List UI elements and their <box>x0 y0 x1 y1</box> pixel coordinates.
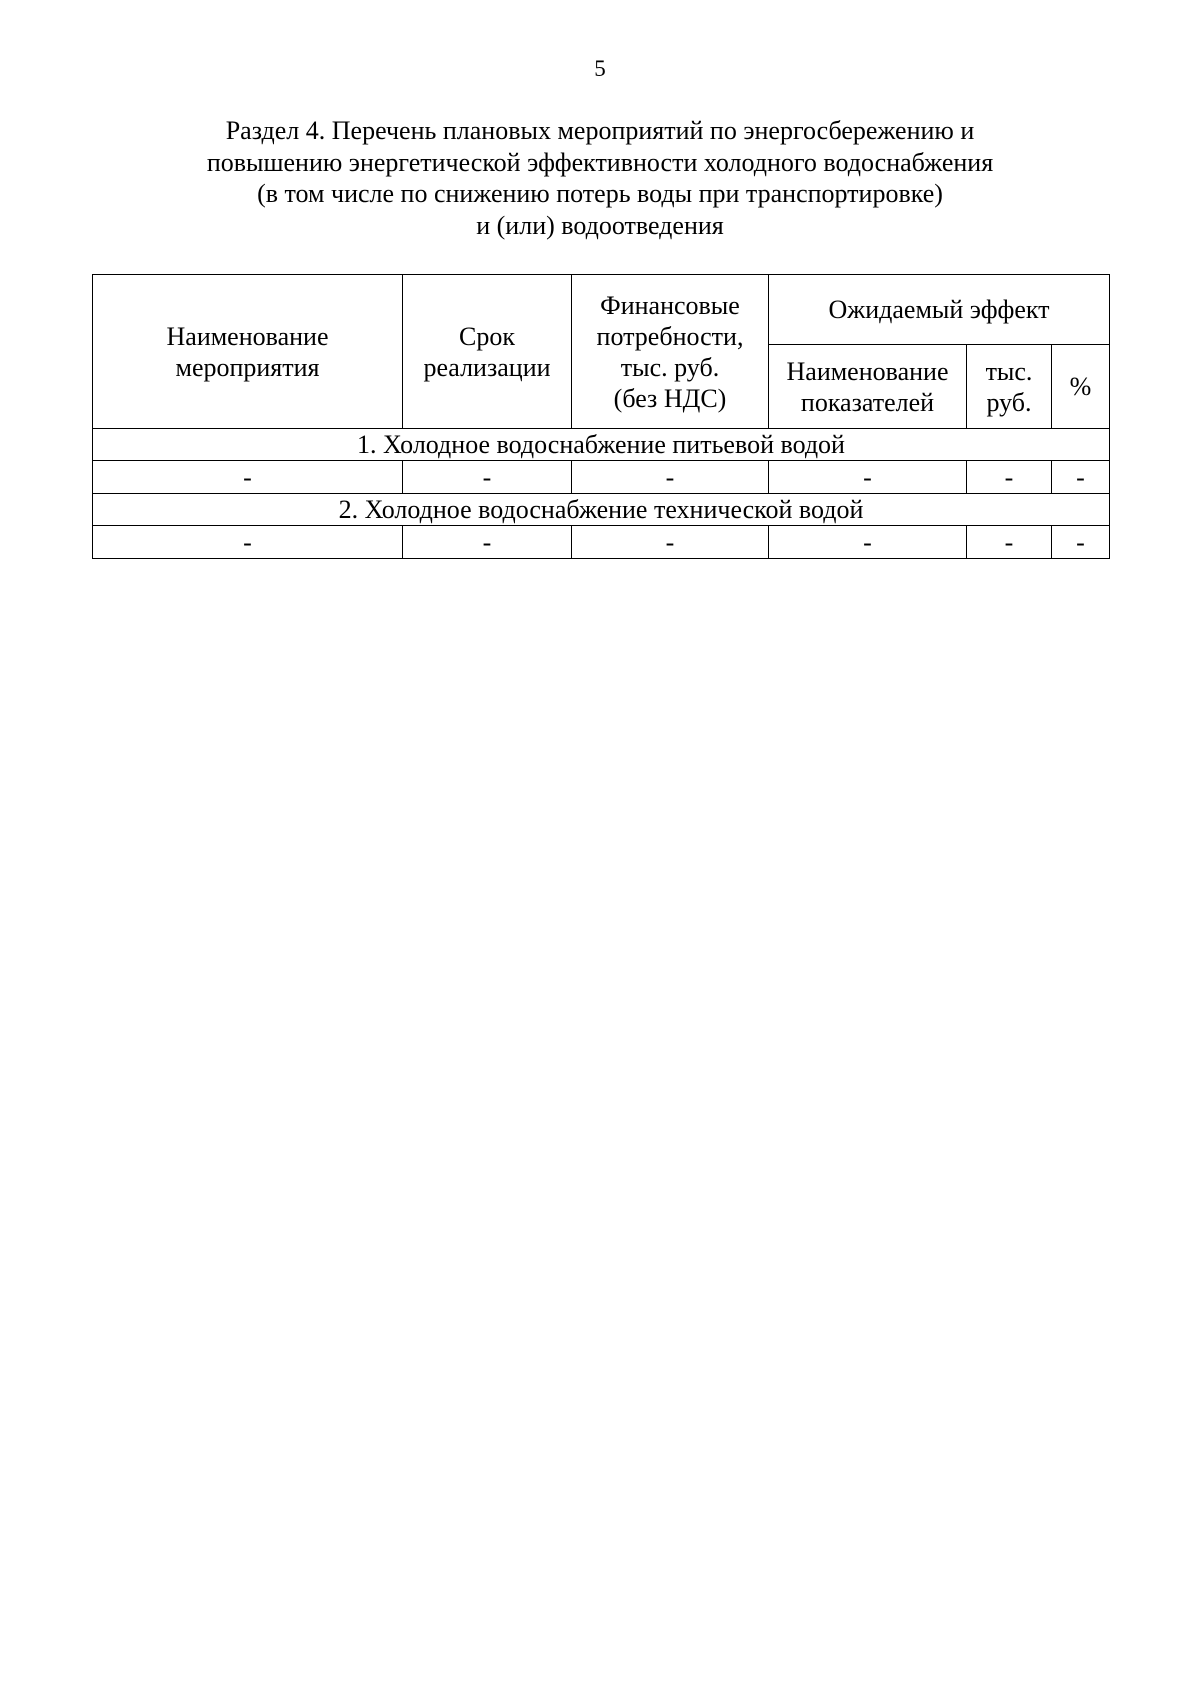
header-expected-effect: Ожидаемый эффект <box>769 275 1110 345</box>
section-title-line-4: и (или) водоотведения <box>476 210 724 240</box>
section-title-line-2: повышению энергетической эффективности холодного водоснабжения <box>206 147 994 177</box>
section-row-technical-water: 2. Холодное водоснабжение технической водой <box>93 494 1110 526</box>
page-number: 5 <box>594 56 606 81</box>
cell-indicator-name: - <box>769 526 967 559</box>
header-measure-name: Наименование мероприятия <box>93 275 403 429</box>
cell-finance: - <box>572 526 769 559</box>
cell-thousand-rub: - <box>967 526 1052 559</box>
header-term: Срок реализации <box>403 275 572 429</box>
cell-percent: - <box>1052 526 1110 559</box>
section-title-line-3: (в том числе по снижению потерь воды при транспортировке) <box>257 179 943 208</box>
cell-measure-name: - <box>93 461 403 494</box>
cell-term: - <box>403 461 572 494</box>
cell-percent: - <box>1052 461 1110 494</box>
header-indicator-name: Наименование показателей <box>769 345 967 429</box>
header-finance: Финансовые потребности, тыс. руб. (без НДС) <box>572 275 769 429</box>
header-thousand-rub: тыс. руб. <box>967 345 1052 429</box>
cell-thousand-rub: - <box>967 461 1052 494</box>
cell-term: - <box>403 526 572 559</box>
section-title-line-1: Раздел 4. Перечень плановых мероприятий по энергосбережению и <box>225 116 975 145</box>
cell-finance: - <box>572 461 769 494</box>
section-row-drinking-water: 1. Холодное водоснабжение питьевой водой <box>93 429 1110 461</box>
table-row <box>93 461 1110 494</box>
section-title <box>0 115 1200 241</box>
measures-table <box>92 274 1110 559</box>
table-row <box>93 526 1110 559</box>
header-percent: % <box>1052 345 1110 429</box>
cell-measure-name: - <box>93 526 403 559</box>
cell-indicator-name: - <box>769 461 967 494</box>
